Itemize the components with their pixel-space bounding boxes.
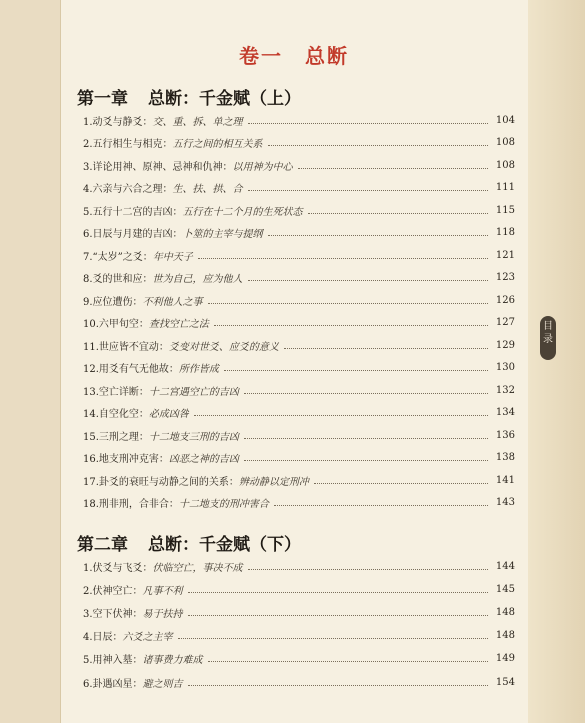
toc-entry-text xyxy=(83,158,293,173)
dot-leader xyxy=(208,303,488,304)
toc-entry-description: 易于扶持 xyxy=(142,608,183,620)
chapter-name: 总断：千金赋（下） xyxy=(148,535,301,555)
side-tab-char: 目 xyxy=(543,321,553,332)
toc-page-number: 143 xyxy=(495,497,515,508)
toc-entry[interactable] xyxy=(83,556,515,576)
toc-entry-title: 6.卦遇凶星： xyxy=(83,678,143,690)
toc-entry-text xyxy=(83,605,183,620)
dot-leader xyxy=(268,145,488,146)
toc-entry[interactable] xyxy=(83,425,515,445)
chapter-heading xyxy=(77,84,301,109)
toc-entry[interactable] xyxy=(83,380,515,400)
dot-leader xyxy=(188,615,488,616)
toc-entry-description: 避之则吉 xyxy=(142,678,183,690)
toc-entry-text xyxy=(83,473,309,488)
toc-entry-description: 凡事不利 xyxy=(142,585,183,597)
toc-entry-text xyxy=(83,135,263,150)
dot-leader xyxy=(248,569,488,570)
dot-leader xyxy=(224,370,488,371)
toc-entry-title: 7.“太岁”之爻： xyxy=(83,251,153,263)
toc-entry-title: 13.空亡详断： xyxy=(83,386,149,398)
toc-page-number: 129 xyxy=(495,339,515,351)
toc-entry-description: 必成凶咎 xyxy=(148,409,189,420)
chapter-label: 第一章 xyxy=(77,89,128,109)
dot-leader xyxy=(188,592,488,593)
toc-entry-title: 4.日辰： xyxy=(83,632,123,644)
toc-page-number: 148 xyxy=(495,606,515,618)
toc-entry[interactable] xyxy=(83,672,515,692)
toc-entry[interactable] xyxy=(83,223,515,243)
toc-page-number: 141 xyxy=(495,474,515,486)
toc-page-number: 144 xyxy=(495,560,515,572)
toc-entry-description: 凶恶之神的吉凶 xyxy=(168,454,239,465)
toc-entry-title: 18.刑非刑，合非合： xyxy=(83,499,179,510)
toc-entry[interactable] xyxy=(83,268,515,288)
toc-entry-text xyxy=(83,270,243,285)
toc-entry-title: 11.世应皆不宜动： xyxy=(83,341,169,353)
toc-page-number: 138 xyxy=(495,452,515,463)
toc-entry[interactable] xyxy=(83,470,515,490)
toc-entry-text xyxy=(83,360,219,375)
dot-leader xyxy=(188,685,488,686)
toc-page-number: 104 xyxy=(495,114,515,126)
chapter-name: 总断：千金赋（上） xyxy=(148,89,301,109)
toc-entry[interactable] xyxy=(83,178,515,198)
dot-leader xyxy=(298,168,488,169)
toc-entry-description: 五行在十二个月的生死状态 xyxy=(182,206,303,218)
toc-entry-title: 1.伏爻与飞爻： xyxy=(83,562,153,574)
toc-entry-text xyxy=(83,315,209,330)
toc-page-number: 126 xyxy=(495,294,515,306)
toc-page-number: 108 xyxy=(495,137,515,148)
toc-entry-text xyxy=(83,338,279,353)
toc-entry[interactable] xyxy=(83,579,515,599)
toc-entry[interactable] xyxy=(83,245,515,265)
toc-entry-text xyxy=(83,428,239,443)
toc-entry-description: 以用神为中心 xyxy=(232,161,293,173)
toc-page-number: 121 xyxy=(495,249,515,261)
toc-entry-text xyxy=(83,651,203,666)
side-tab-char: 录 xyxy=(543,334,553,345)
toc-entry[interactable] xyxy=(83,155,515,175)
toc-entry-description: 诸事费力难成 xyxy=(142,655,203,667)
toc-entry[interactable] xyxy=(83,626,515,646)
dot-leader xyxy=(308,213,488,214)
toc-entry-description: 交、重、拆、单之理 xyxy=(152,116,243,128)
toc-page-number: 134 xyxy=(495,407,515,418)
toc-entry[interactable] xyxy=(83,290,515,310)
toc-entry-description: 卜筮的主宰与提纲 xyxy=(182,229,263,240)
toc-entry-text xyxy=(83,582,183,597)
volume-title: 卷一 总断 xyxy=(239,44,349,68)
toc-entry-title: 4.六亲与六合之理： xyxy=(83,184,173,195)
toc-entry-description: 年中天子 xyxy=(152,251,193,263)
toc-entry[interactable] xyxy=(83,649,515,669)
toc-entry[interactable] xyxy=(83,602,515,622)
toc-page-number: 127 xyxy=(495,317,515,328)
toc-entry-title: 1.动爻与静爻： xyxy=(83,116,153,128)
toc-entry-title: 2.伏神空亡： xyxy=(83,585,143,597)
chapter-label: 第二章 xyxy=(77,535,128,555)
chapter-heading xyxy=(77,530,301,555)
toc-entry-text xyxy=(83,383,239,398)
toc-entry-description: 世为自己，应为他人 xyxy=(152,274,243,285)
dot-leader xyxy=(198,258,488,259)
dot-leader xyxy=(284,348,488,349)
toc-entry-text xyxy=(83,113,243,128)
toc-entry-description: 十二地支的刑冲害合 xyxy=(178,499,269,510)
toc-page-number: 136 xyxy=(495,429,515,441)
toc-entry-title: 6.日辰与月建的吉凶： xyxy=(83,229,183,240)
toc-entry-text xyxy=(83,675,183,690)
toc-entry-title: 9.应位遭伤： xyxy=(83,296,143,308)
toc-entry-text xyxy=(83,405,189,420)
toc-entry-title: 5.用神入墓： xyxy=(83,655,143,667)
toc-entry[interactable] xyxy=(83,200,515,220)
book-edge xyxy=(528,0,585,723)
toc-entry[interactable] xyxy=(83,493,515,513)
toc-entry-description: 所作皆成 xyxy=(178,364,219,375)
toc-page-number: 118 xyxy=(495,227,515,238)
toc-entry-title: 10.六甲旬空： xyxy=(83,319,149,330)
toc-entry[interactable] xyxy=(83,335,515,355)
toc-entry-title: 2.五行相生与相克： xyxy=(83,139,173,150)
dot-leader xyxy=(248,190,488,191)
dot-leader xyxy=(244,460,488,461)
toc-entry-text xyxy=(83,293,203,308)
toc-entry-title: 3.空下伏神： xyxy=(83,608,143,620)
dot-leader xyxy=(244,438,488,439)
toc-entry-description: 五行之间的相互关系 xyxy=(172,139,263,150)
toc-entry-text xyxy=(83,248,193,263)
toc-entry-description: 十二宫遇空亡的吉凶 xyxy=(148,386,239,398)
toc-page-number: 145 xyxy=(495,583,515,595)
toc-entry-description: 爻变对世爻、应爻的意义 xyxy=(168,341,279,353)
toc-entry-text xyxy=(83,203,303,218)
toc-entry[interactable] xyxy=(83,403,515,423)
toc-entry[interactable] xyxy=(83,313,515,333)
dot-leader xyxy=(208,661,488,662)
toc-entry-text xyxy=(83,450,239,465)
toc-entry-text xyxy=(83,559,243,574)
dot-leader xyxy=(248,123,488,124)
toc-entry[interactable] xyxy=(83,358,515,378)
toc-entry-title: 12.用爻有气无他故： xyxy=(83,364,179,375)
toc-entry-description: 生、扶、拱、合 xyxy=(172,184,243,195)
toc-entry-title: 5.五行十二宫的吉凶： xyxy=(83,206,183,218)
toc-entry-description: 查找空亡之法 xyxy=(148,319,209,330)
toc-entry-title: 8.爻的世和应： xyxy=(83,274,153,285)
toc-entry-text xyxy=(83,495,269,510)
contents-side-tab xyxy=(540,316,556,360)
dot-leader xyxy=(214,325,488,326)
dot-leader xyxy=(268,235,488,236)
toc-entry-title: 14.自空化空： xyxy=(83,409,149,420)
toc-entry-description: 伏临空亡，事决不成 xyxy=(152,562,243,574)
toc-entry-description: 不利他人之事 xyxy=(142,296,203,308)
toc-page-number: 149 xyxy=(495,653,515,665)
toc-page-number: 123 xyxy=(495,272,515,283)
toc-entry[interactable] xyxy=(83,133,515,153)
toc-entry[interactable] xyxy=(83,110,515,130)
toc-entry[interactable] xyxy=(83,448,515,468)
dot-leader xyxy=(244,393,488,394)
toc-entry-title: 3.详论用神、原神、忌神和仇神： xyxy=(83,161,233,173)
toc-entry-description: 辨动静以定刑冲 xyxy=(238,476,309,488)
toc-page-number: 111 xyxy=(495,182,515,193)
toc-entry-title: 15.三刑之理： xyxy=(83,431,149,443)
toc-page-number: 108 xyxy=(495,159,515,171)
toc-page-number: 154 xyxy=(495,676,515,688)
toc-entry-text xyxy=(83,180,243,195)
toc-entry-title: 16.地支刑冲克害： xyxy=(83,454,169,465)
dot-leader xyxy=(194,415,488,416)
toc-page-number: 130 xyxy=(495,362,515,373)
toc-page-number: 148 xyxy=(495,630,515,642)
toc-entry-title: 17.卦爻的衰旺与动静之间的关系： xyxy=(83,476,239,488)
toc-entry-text xyxy=(83,225,263,240)
toc-page-number: 115 xyxy=(495,204,515,216)
dot-leader xyxy=(248,280,488,281)
toc-page-number: 132 xyxy=(495,384,515,396)
dot-leader xyxy=(314,483,488,484)
toc-entry-description: 六爻之主宰 xyxy=(122,632,173,644)
dot-leader xyxy=(178,638,488,639)
toc-entry-text xyxy=(83,628,173,643)
dot-leader xyxy=(274,505,488,506)
toc-entry-description: 十二地支三刑的吉凶 xyxy=(148,431,239,443)
